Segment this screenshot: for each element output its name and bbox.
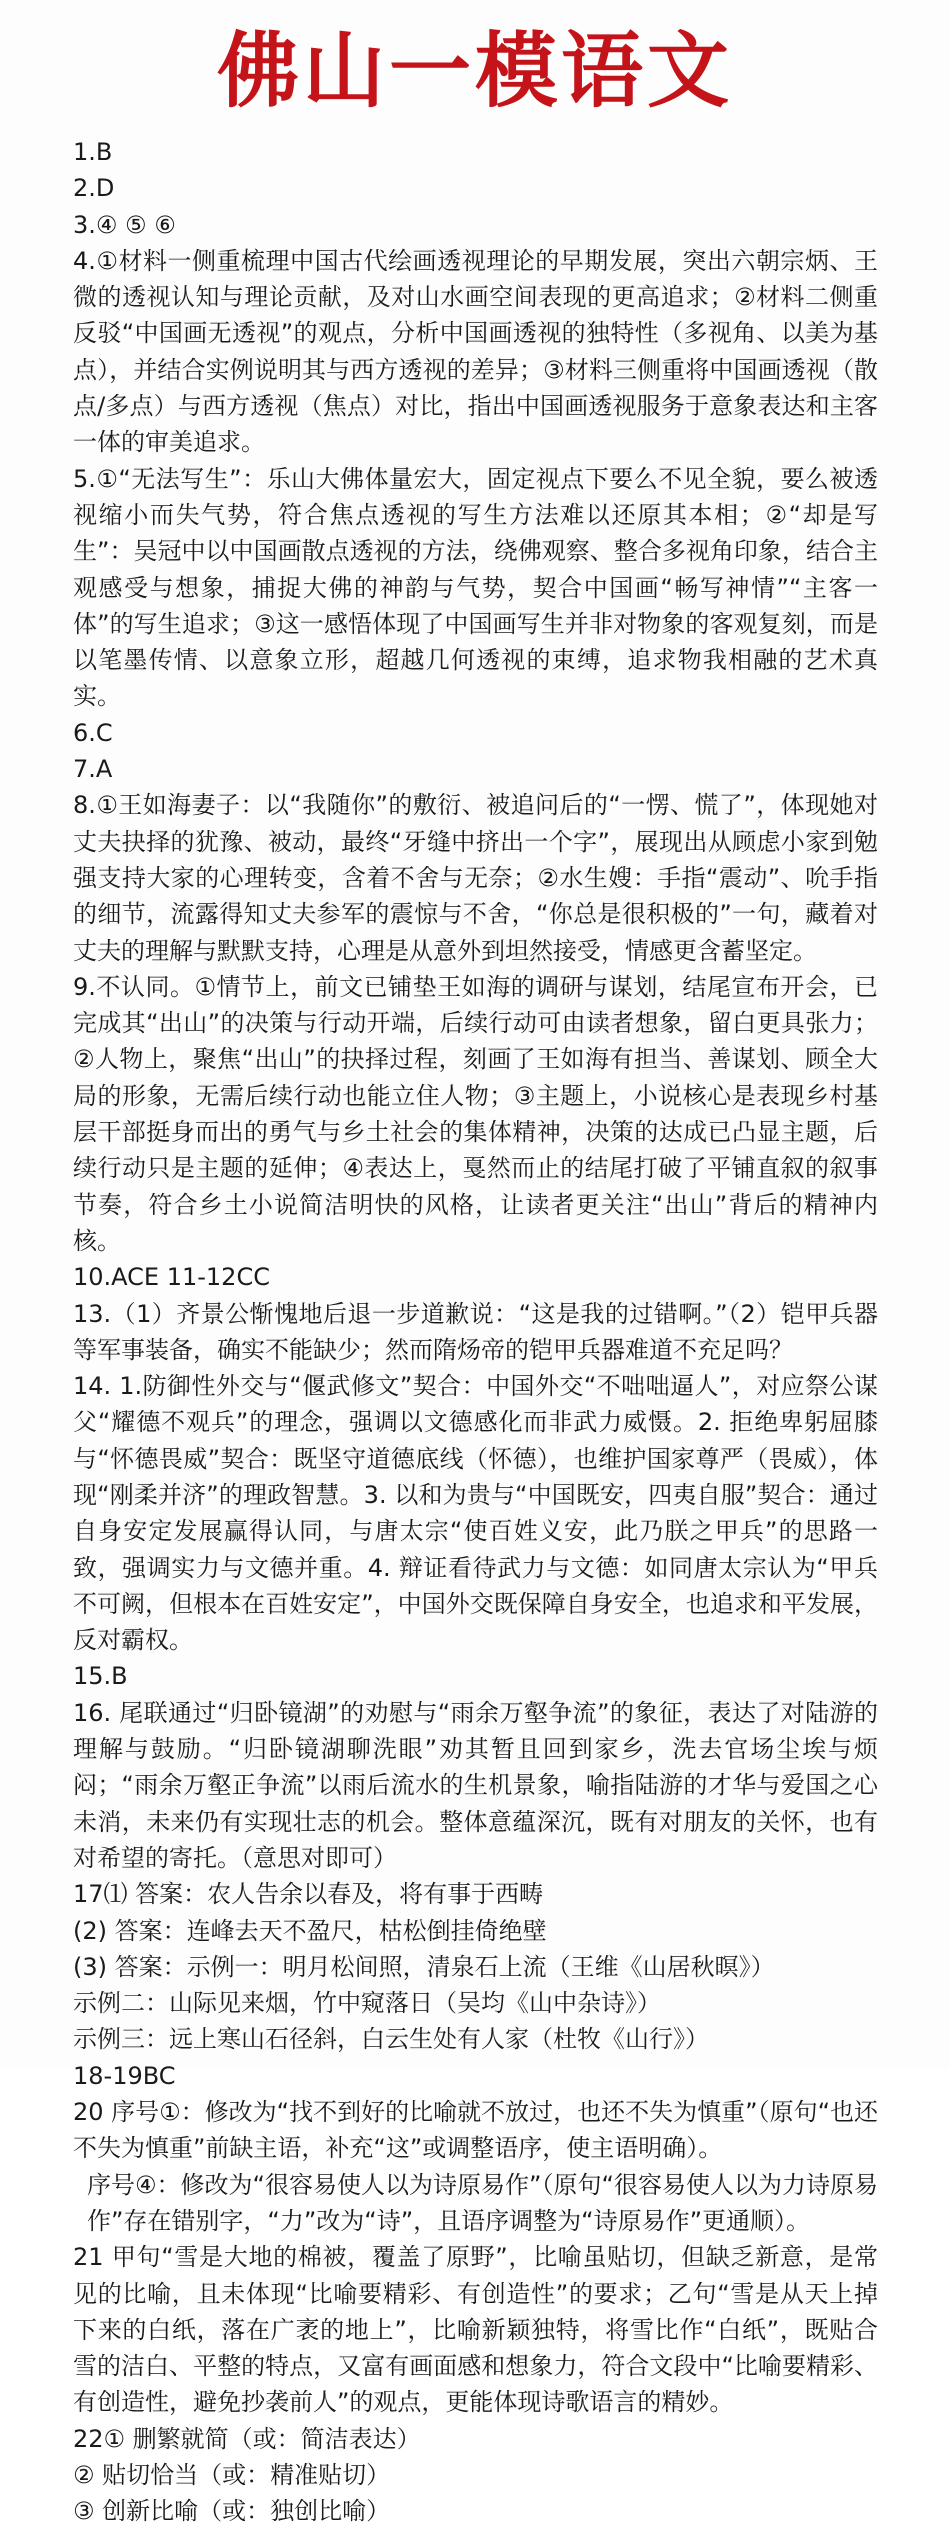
answer-line: 10.ACE 11-12CC — [73, 1263, 270, 1292]
answer-line: 2.D — [73, 174, 115, 203]
answer-line: 18-19BC — [73, 2061, 176, 2090]
answer-line: 序号④：修改为“很容易使人以为诗原易作”（原句“很容易使人以为力诗原易作”存在错别字，“力”改为“诗”，且语序调整为“诗原易作”更通顺）。 — [87, 2170, 878, 2235]
answer-line: 16. 尾联通过“归卧镜湖”的劝慰与“雨余万壑争流”的象征，表达了对陆游的理解与鼓励。“归卧镜湖聊洗眼”劝其暂且回到家乡，洗去官场尘埃与烦闷；“雨余万壑正争流”以雨后流水的生机景象，喻指陆游的才华与爱国之心未消，未来仍有实现壮志的机会。整体意蕴深沉，既有对朋友的关怀，也有对希望的寄托。（意思对即可） — [73, 1698, 878, 1872]
answer-line: 示例三：远上寒山石径斜，白云生处有人家（杜牧《山行》） — [73, 2025, 709, 2054]
answer-line: 示例二：山际见来烟，竹中窥落日（吴均《山中杂诗》） — [73, 1989, 661, 2018]
answer-line: 7.A — [73, 755, 113, 784]
answer-line: 17⑴ 答案：农人告余以春及，将有事于西畴 — [73, 1880, 544, 1909]
answer-line: 8.①王如海妻子：以“我随你”的敷衍、被追问后的“一愣、慌了”，体现她对丈夫抉择的犹豫、被动，最终“牙缝中挤出一个字”，展现出从顾虑小家到勉强支持大家的心理转变，含着不舍与无奈；②水生嫂：手指“震动”、吮手指的细节，流露得知丈夫参军的震惊与不舍，“你总是很积极的”一句，藏着对丈夫的理解与默默支持，心理是从意外到坦然接受，情感更含蓄坚定。 — [73, 791, 878, 965]
answer-line: 15.B — [73, 1662, 128, 1691]
answer-line: 1.B — [73, 138, 113, 166]
page-title: 佛山一模语文 — [216, 24, 733, 119]
answer-line: (2) 答案：连峰去天不盈尺，枯松倒挂倚绝壁 — [73, 1916, 547, 1945]
answer-list — [73, 134, 878, 2530]
answer-line: (3) 答案：示例一：明月松间照，清泉石上流（王维《山居秋暝》） — [73, 1952, 775, 1981]
answer-line: 3.④ ⑤ ⑥ — [73, 210, 176, 239]
answer-line: 9.不认同。①情节上，前文已铺垫王如海的调研与谋划，结尾宣布开会，已完成其“出山”的决策与行动开端，后续行动可由读者想象，留白更具张力；②人物上，聚焦“出山”的抉择过程，刻画了王如海有担当、善谋划、顾全大局的形象，无需后续行动也能立住人物；③主题上，小说核心是表现乡村基层干部挺身而出的勇气与乡土社会的集体精神，决策的达成已凸显主题，后续行动只是主题的延伸；④表达上，戛然而止的结尾打破了平铺直叙的叙事节奏，符合乡土小说简洁明快的风格，让读者更关注“出山”背后的精神内核。 — [73, 972, 878, 1255]
answer-line: 20 序号①：修改为“找不到好的比喻就不放过，也还不失为慎重”（原句“也还不失为慎重”前缺主语，补充“这”或调整语序，使主语明确）。 — [73, 2098, 878, 2163]
answer-line: ③ 创新比喻（或：独创比喻） — [73, 2497, 391, 2526]
answer-line: 13.（1）齐景公惭愧地后退一步道歉说：“这是我的过错啊。”（2）铠甲兵器等军事装备，确实不能缺少；然而隋炀帝的铠甲兵器难道不充足吗？ — [73, 1299, 878, 1364]
answer-line: 6.C — [73, 718, 113, 747]
answer-line: 4.①材料一侧重梳理中国古代绘画透视理论的早期发展，突出六朝宗炳、王微的透视认知与理论贡献，及对山水画空间表现的更高追求；②材料二侧重反驳“中国画无透视”的观点，分析中国画透视的独特性（多视角、以美为基点），并结合实例说明其与西方透视的差异；③材料三侧重将中国画透视（散点/多点）与西方透视（焦点）对比，指出中国画透视服务于意象表达和主客一体的审美追求。 — [73, 246, 878, 457]
answer-line: 5.①“无法写生”：乐山大佛体量宏大，固定视点下要么不见全貌，要么被透视缩小而失气势，符合焦点透视的写生方法难以还原其本相；②“却是写生”：吴冠中以中国画散点透视的方法，绕佛观察、整合多视角印象，结合主观感受与想象，捕捉大佛的神韵与气势，契合中国画“畅写神情”“主客一体”的写生追求；③这一感悟体现了中国画写生并非对物象的客观复刻，而是以笔墨传情、以意象立形，超越几何透视的束缚，追求物我相融的艺术真实。 — [73, 464, 878, 711]
answer-line: 21 甲句“雪是大地的棉被，覆盖了原野”，比喻虽贴切，但缺乏新意，是常见的比喻，且未体现“比喻要精彩、有创造性”的要求；乙句“雪是从天上掉下来的白纸，落在广袤的地上”，比喻新颖独特，将雪比作“白纸”，既贴合雪的洁白、平整的特点，又富有画面感和想象力，符合文段中“比喻要精彩、有创造性，避免抄袭前人”的观点，更能体现诗歌语言的精妙。 — [73, 2243, 878, 2417]
answer-line: 22① 删繁就简（或：简洁表达） — [73, 2424, 421, 2453]
answer-line: 14. 1.防御性外交与“偃武修文”契合：中国外交“不咄咄逼人”，对应祭公谋父“耀德不观兵”的理念，强调以文德感化而非武力威慑。2. 拒绝卑躬屈膝与“怀德畏威”契合：既坚守道德底线（怀德），也维护国家尊严（畏威），体现“刚柔并济”的理政智慧。3. 以和为贵与“中国既安，四夷自服”契合：通过自身安定发展赢得认同，与唐太宗“使百姓义安，此乃朕之甲兵”的思路一致，强调实力与文德并重。4. 辩证看待武力与文德：如同唐太宗认为“甲兵不可阙，但根本在百姓安定”，中国外交既保障自身安全，也追求和平发展，反对霸权。 — [73, 1372, 878, 1655]
answer-line: ② 贴切恰当（或：精准贴切） — [73, 2461, 391, 2489]
